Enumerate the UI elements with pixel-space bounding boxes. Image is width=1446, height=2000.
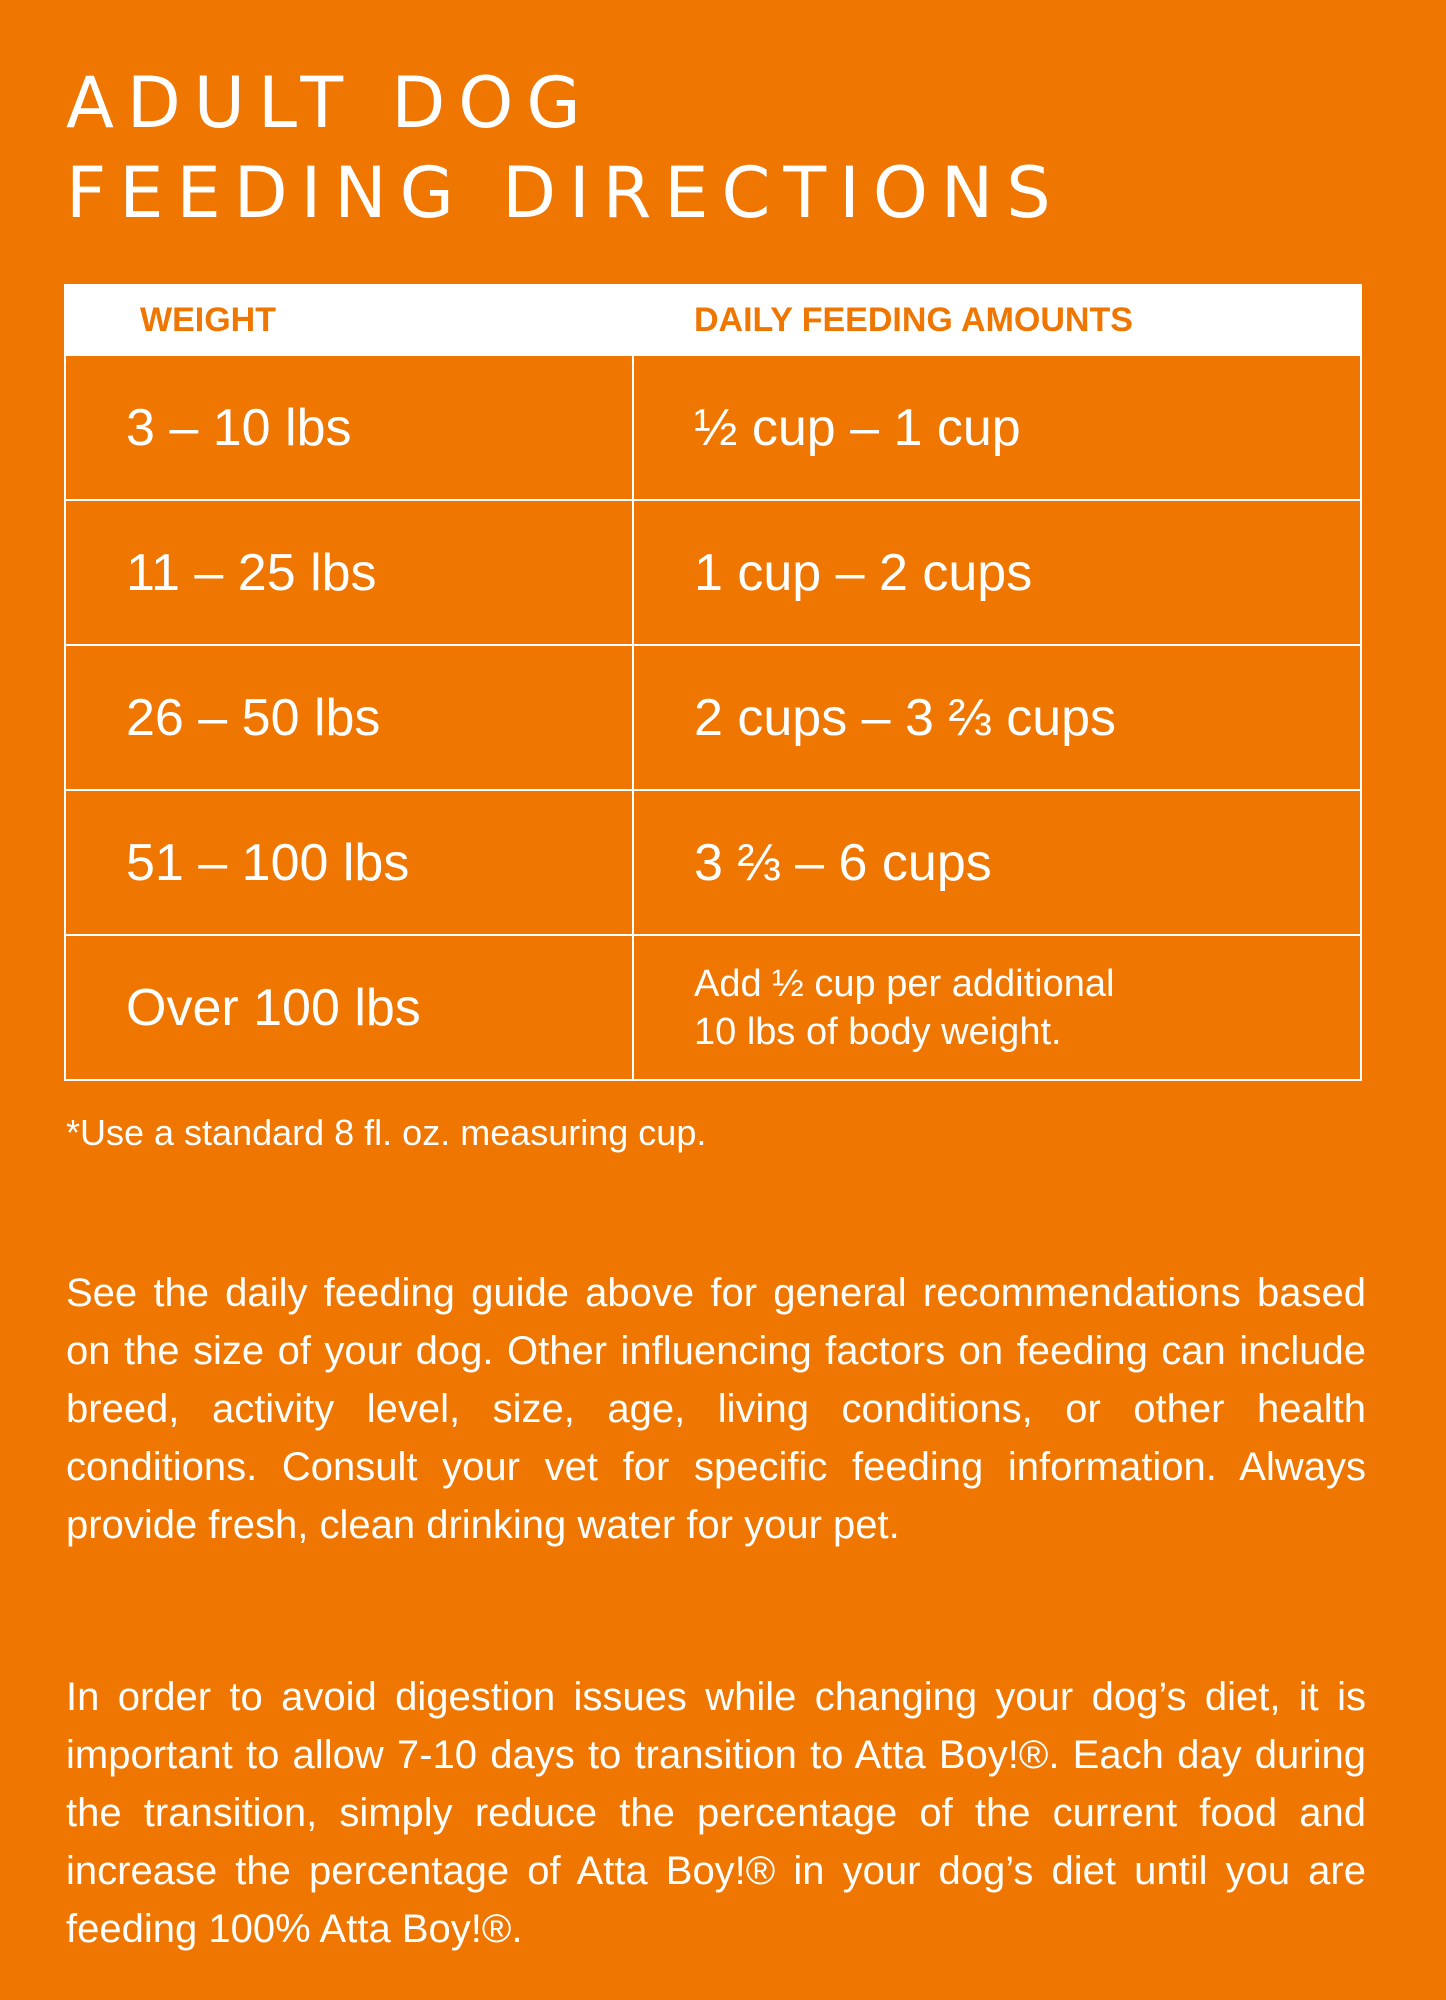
weight-cell: Over 100 lbs bbox=[66, 936, 634, 1079]
table-header bbox=[66, 286, 1360, 354]
table-row bbox=[66, 644, 1360, 789]
table-row bbox=[66, 934, 1360, 1079]
header-daily-feeding-amounts: DAILY FEEDING AMOUNTS bbox=[694, 300, 1133, 339]
table-row bbox=[66, 789, 1360, 934]
amount-cell: ½ cup – 1 cup bbox=[694, 398, 1021, 457]
weight-cell: 51 – 100 lbs bbox=[66, 791, 634, 934]
amount-cell: Add ½ cup per additional 10 lbs of body weight. bbox=[694, 962, 1115, 1053]
weight-cell: 11 – 25 lbs bbox=[66, 501, 634, 644]
feeding-table bbox=[64, 284, 1362, 1081]
title-line-2: FEEDING DIRECTIONS bbox=[66, 152, 1064, 234]
diet-transition-paragraph: In order to avoid digestion issues while changing your dog’s diet, it is important to allow 7-10 days to transition to Atta Boy!®. Each day during the transition, simply reduce the percentage of the current food and increase the percentage of Atta Boy!® in your dog’s diet until you are feeding 100% Atta Boy!®. bbox=[66, 1675, 1366, 1951]
feeding-guide-paragraph: See the daily feeding guide above for general recommendations based on the size of your dog. Other influencing factors on feeding can include breed, activity level, size, age, living conditions, or other health conditions. Consult your vet for specific feeding information. Always provide fresh, clean drinking water for your pet. bbox=[66, 1271, 1366, 1547]
weight-cell: 26 – 50 lbs bbox=[66, 646, 634, 789]
amount-cell: 1 cup – 2 cups bbox=[694, 543, 1033, 602]
title-line-1: ADULT DOG bbox=[66, 62, 594, 144]
amount-cell: 2 cups – 3 ⅔ cups bbox=[694, 688, 1117, 747]
amount-cell: 3 ⅔ – 6 cups bbox=[694, 833, 992, 892]
measuring-cup-footnote: *Use a standard 8 fl. oz. measuring cup. bbox=[66, 1112, 707, 1153]
page-title bbox=[66, 58, 1064, 238]
header-weight: WEIGHT bbox=[140, 300, 276, 339]
table-row bbox=[66, 354, 1360, 499]
weight-cell: 3 – 10 lbs bbox=[66, 356, 634, 499]
table-row bbox=[66, 499, 1360, 644]
